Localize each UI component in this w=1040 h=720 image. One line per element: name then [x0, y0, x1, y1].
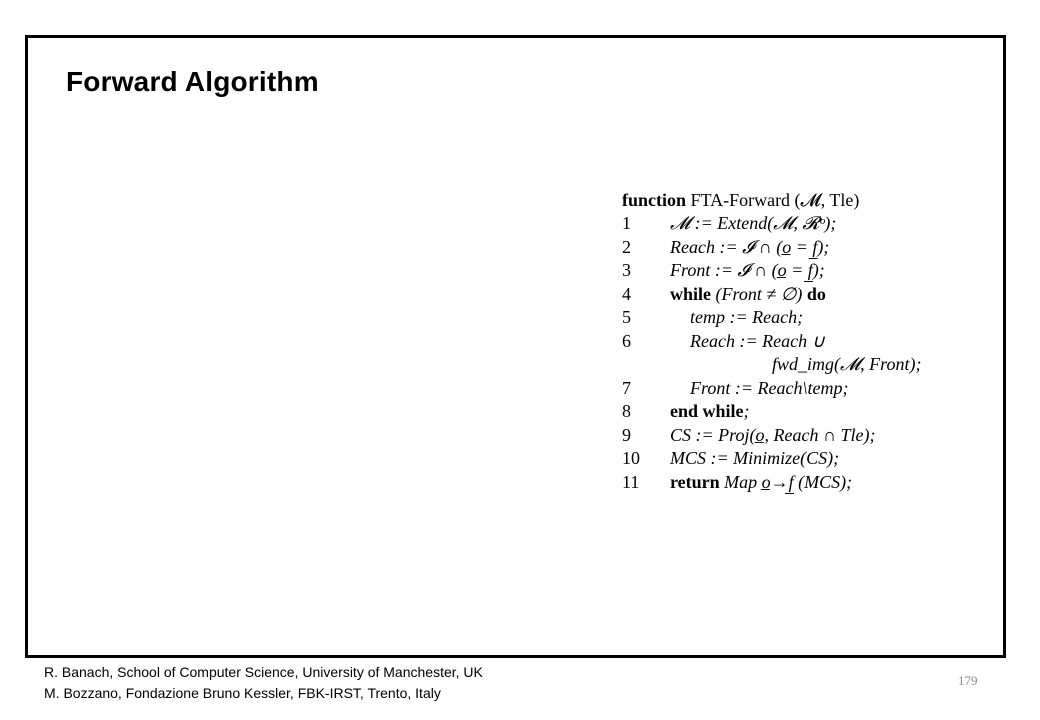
code-keyword: end while — [670, 401, 744, 421]
algorithm-header — [622, 188, 992, 212]
line-code — [690, 330, 825, 354]
algorithm-line — [622, 212, 992, 236]
footer-credits — [44, 662, 483, 704]
algorithm-line — [622, 283, 992, 307]
line-code — [670, 236, 829, 260]
line-number: 6 — [622, 330, 631, 351]
line-code — [690, 377, 848, 401]
line-code — [670, 212, 836, 236]
code-text: CS := Proj(o̲, Reach ∩ Tle); — [670, 424, 876, 445]
line-code — [670, 447, 839, 471]
line-number: 4 — [622, 283, 631, 304]
line-code — [670, 471, 852, 495]
algorithm-line — [622, 236, 992, 260]
line-code — [670, 259, 825, 283]
line-number: 5 — [622, 307, 631, 327]
line-number: 2 — [622, 236, 631, 257]
code-text: Reach := 𝓘 ∩ (o̲ = f̲); — [670, 236, 830, 257]
line-code — [670, 283, 826, 307]
code-text: (Front ≠ ∅) — [711, 283, 807, 304]
code-text: ; — [743, 401, 750, 421]
line-code — [690, 306, 803, 330]
algorithm-line — [622, 400, 992, 424]
algorithm-line — [622, 447, 992, 471]
footer-line-2: M. Bozzano, Fondazione Bruno Kessler, FBK-IRST, Trento, Italy — [44, 685, 441, 701]
algorithm-line — [622, 259, 992, 283]
algorithm-line — [622, 353, 992, 377]
page-number: 179 — [958, 673, 978, 688]
algorithm-block — [622, 188, 992, 494]
code-text: Reach := Reach ∪ — [690, 330, 825, 351]
code-text: Front := Reach\temp; — [690, 377, 849, 398]
function-keyword: function — [622, 190, 687, 210]
code-text: MCS := Minimize(CS); — [670, 448, 840, 468]
function-signature: FTA-Forward (𝓜, Tle) — [690, 190, 860, 210]
footer-line-1: R. Banach, School of Computer Science, University of Manchester, UK — [44, 664, 483, 680]
line-number: 10 — [622, 448, 640, 468]
code-keyword: return — [670, 471, 720, 492]
algorithm-line — [622, 306, 992, 330]
code-keyword: while — [670, 283, 712, 304]
slide-title: Forward Algorithm — [66, 66, 319, 97]
code-text: 𝓜 := Extend(𝓜, 𝓡ᵒ); — [670, 213, 837, 233]
algorithm-line — [622, 330, 992, 354]
line-number: 8 — [622, 401, 631, 421]
algorithm-line — [622, 377, 992, 401]
line-number: 9 — [622, 424, 631, 445]
line-code — [772, 353, 921, 377]
algorithm-lines — [622, 212, 992, 494]
line-number: 7 — [622, 377, 631, 398]
line-number: 1 — [622, 213, 631, 233]
algorithm-line — [622, 471, 992, 495]
line-number: 11 — [622, 471, 640, 492]
code-text: Map o̲→f̲ (MCS); — [719, 471, 853, 492]
line-number: 3 — [622, 260, 631, 280]
code-text: fwd_img(𝓜, Front); — [772, 354, 922, 374]
line-code — [670, 424, 875, 448]
line-code — [670, 400, 750, 424]
code-text: temp := Reach; — [690, 307, 804, 327]
code-text: Front := 𝓘 ∩ (o̲ = f̲); — [670, 260, 825, 280]
algorithm-line — [622, 424, 992, 448]
code-keyword: do — [806, 283, 826, 304]
